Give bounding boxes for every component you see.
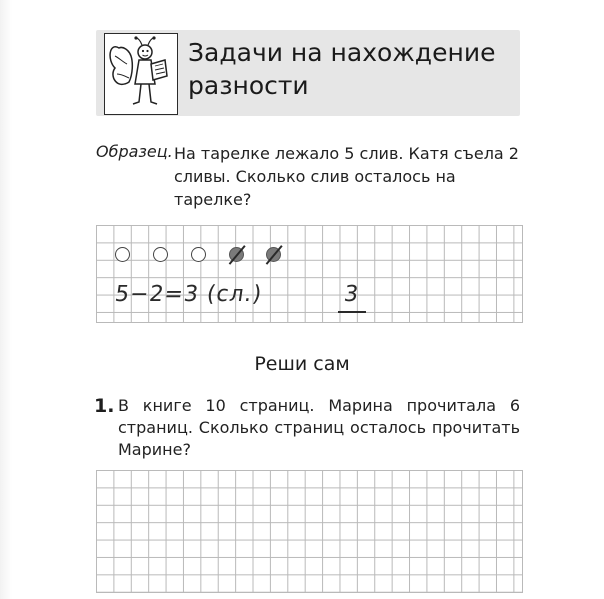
sample-answer: 3 xyxy=(342,282,360,307)
answer-grid[interactable] xyxy=(96,470,523,593)
plum-circle xyxy=(115,247,130,262)
sample-label: Образец. xyxy=(96,142,173,161)
task-text: В книге 10 страниц. Марина прочитала 6 страниц. Сколько страниц осталось прочитать Марине? xyxy=(118,396,520,459)
section-title: Реши сам xyxy=(254,353,350,375)
plum-circle xyxy=(153,247,168,262)
sample-solution: 5−2=3 (сл.) xyxy=(113,282,264,307)
answer-underline xyxy=(338,311,366,313)
page-title: Задачи на нахождение разности xyxy=(188,38,496,100)
page-edge-shadow xyxy=(0,0,12,599)
sample-grid xyxy=(96,225,523,323)
task-number: 1. xyxy=(94,395,115,417)
sample-problem-text: На тарелке лежало 5 слив. Катя съела 2 сливы. Сколько слив осталось на тарелке? xyxy=(174,144,519,209)
butterfly-girl-reading-icon xyxy=(104,33,178,115)
plum-circle xyxy=(191,247,206,262)
